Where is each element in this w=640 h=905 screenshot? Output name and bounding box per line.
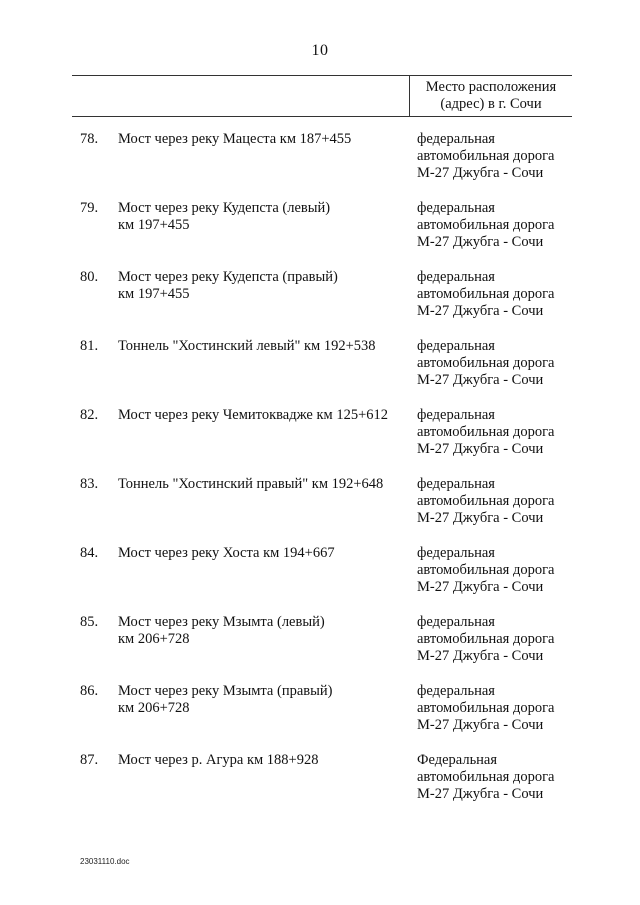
object-name xyxy=(118,200,403,234)
object-location-line: автомобильная дорога xyxy=(417,631,555,647)
object-name-line: Мост через реку Кудепста (левый) xyxy=(118,200,331,216)
object-location-line: автомобильная дорога xyxy=(417,424,555,440)
row-number: 85. xyxy=(80,614,99,630)
document-filename: 23031110.doc xyxy=(80,857,130,866)
table-row xyxy=(0,407,640,476)
object-location-line: М-27 Джубга - Сочи xyxy=(417,717,544,733)
object-name-line: Мост через реку Мзымта (левый) xyxy=(118,614,325,630)
table-header-bottom-rule xyxy=(72,116,572,117)
object-name xyxy=(118,338,403,355)
object-name xyxy=(118,269,403,303)
object-name-line: Мост через реку Хоста км 194+667 xyxy=(118,545,335,561)
object-location-line: автомобильная дорога xyxy=(417,355,555,371)
table-row xyxy=(0,752,640,821)
object-location-line: М-27 Джубга - Сочи xyxy=(417,786,544,802)
object-location-line: М-27 Джубга - Сочи xyxy=(417,579,544,595)
object-location-line: федеральная xyxy=(417,683,495,699)
object-location-line: федеральная xyxy=(417,614,495,630)
object-location xyxy=(417,545,587,596)
row-number: 78. xyxy=(80,131,99,147)
table-row xyxy=(0,614,640,683)
row-number: 81. xyxy=(80,338,99,354)
object-location-line: автомобильная дорога xyxy=(417,286,555,302)
object-location-line: федеральная xyxy=(417,545,495,561)
object-name-line: км 197+455 xyxy=(118,286,190,302)
object-location-line: федеральная xyxy=(417,476,495,492)
row-number: 87. xyxy=(80,752,99,768)
object-location-line: М-27 Джубга - Сочи xyxy=(417,234,544,250)
table-top-rule xyxy=(72,75,572,76)
object-name-line: Мост через реку Кудепста (правый) xyxy=(118,269,338,285)
object-location xyxy=(417,752,587,803)
object-location-line: М-27 Джубга - Сочи xyxy=(417,441,544,457)
object-name xyxy=(118,407,403,424)
object-location xyxy=(417,200,587,251)
object-location-line: автомобильная дорога xyxy=(417,700,555,716)
object-location xyxy=(417,614,587,665)
row-number: 79. xyxy=(80,200,99,216)
object-location-line: автомобильная дорога xyxy=(417,148,555,164)
object-name-line: км 206+728 xyxy=(118,700,190,716)
object-location-line: Федеральная xyxy=(417,752,498,768)
object-location-line: федеральная xyxy=(417,407,495,423)
object-location-line: М-27 Джубга - Сочи xyxy=(417,372,544,388)
row-number: 82. xyxy=(80,407,99,423)
object-location-line: автомобильная дорога xyxy=(417,562,555,578)
object-location-line: федеральная xyxy=(417,200,495,216)
object-name-line: Мост через реку Чемитоквадже км 125+612 xyxy=(118,407,388,423)
table-row xyxy=(0,131,640,200)
object-location-line: автомобильная дорога xyxy=(417,493,555,509)
object-location-line: автомобильная дорога xyxy=(417,769,555,785)
row-number: 86. xyxy=(80,683,99,699)
object-name-line: км 206+728 xyxy=(118,631,190,647)
row-number: 80. xyxy=(80,269,99,285)
object-location-line: М-27 Джубга - Сочи xyxy=(417,165,544,181)
table-row xyxy=(0,545,640,614)
object-name-line: Мост через реку Мацеста км 187+455 xyxy=(118,131,352,147)
object-name xyxy=(118,752,403,769)
object-location xyxy=(417,683,587,734)
object-location-line: М-27 Джубга - Сочи xyxy=(417,510,544,526)
location-column-header xyxy=(410,79,572,113)
location-header-line-1: Место расположения xyxy=(425,79,557,95)
object-location xyxy=(417,338,587,389)
object-location-line: федеральная xyxy=(417,338,495,354)
object-location-line: М-27 Джубга - Сочи xyxy=(417,303,544,319)
object-name-line: км 197+455 xyxy=(118,217,190,233)
table-row xyxy=(0,269,640,338)
object-location xyxy=(417,476,587,527)
table-row xyxy=(0,683,640,752)
row-number: 84. xyxy=(80,545,99,561)
object-name xyxy=(118,683,403,717)
location-header-line-2: (адрес) в г. Сочи xyxy=(440,96,542,112)
object-location xyxy=(417,407,587,458)
table-row xyxy=(0,476,640,545)
object-location-line: автомобильная дорога xyxy=(417,217,555,233)
object-name-line: Мост через реку Мзымта (правый) xyxy=(118,683,333,699)
object-name xyxy=(118,614,403,648)
object-location-line: федеральная xyxy=(417,131,495,147)
object-name xyxy=(118,545,403,562)
object-name-line: Мост через р. Агура км 188+928 xyxy=(118,752,319,768)
row-number: 83. xyxy=(80,476,99,492)
object-location xyxy=(417,269,587,320)
page-number: 10 xyxy=(311,42,329,59)
object-location-line: М-27 Джубга - Сочи xyxy=(417,648,544,664)
table-row xyxy=(0,338,640,407)
table-row xyxy=(0,200,640,269)
object-name xyxy=(118,476,403,493)
object-name-line: Тоннель "Хостинский правый" км 192+648 xyxy=(118,476,384,492)
object-location xyxy=(417,131,587,182)
object-name xyxy=(118,131,403,148)
object-location-line: федеральная xyxy=(417,269,495,285)
object-name-line: Тоннель "Хостинский левый" км 192+538 xyxy=(118,338,376,354)
rows-list xyxy=(0,131,640,821)
